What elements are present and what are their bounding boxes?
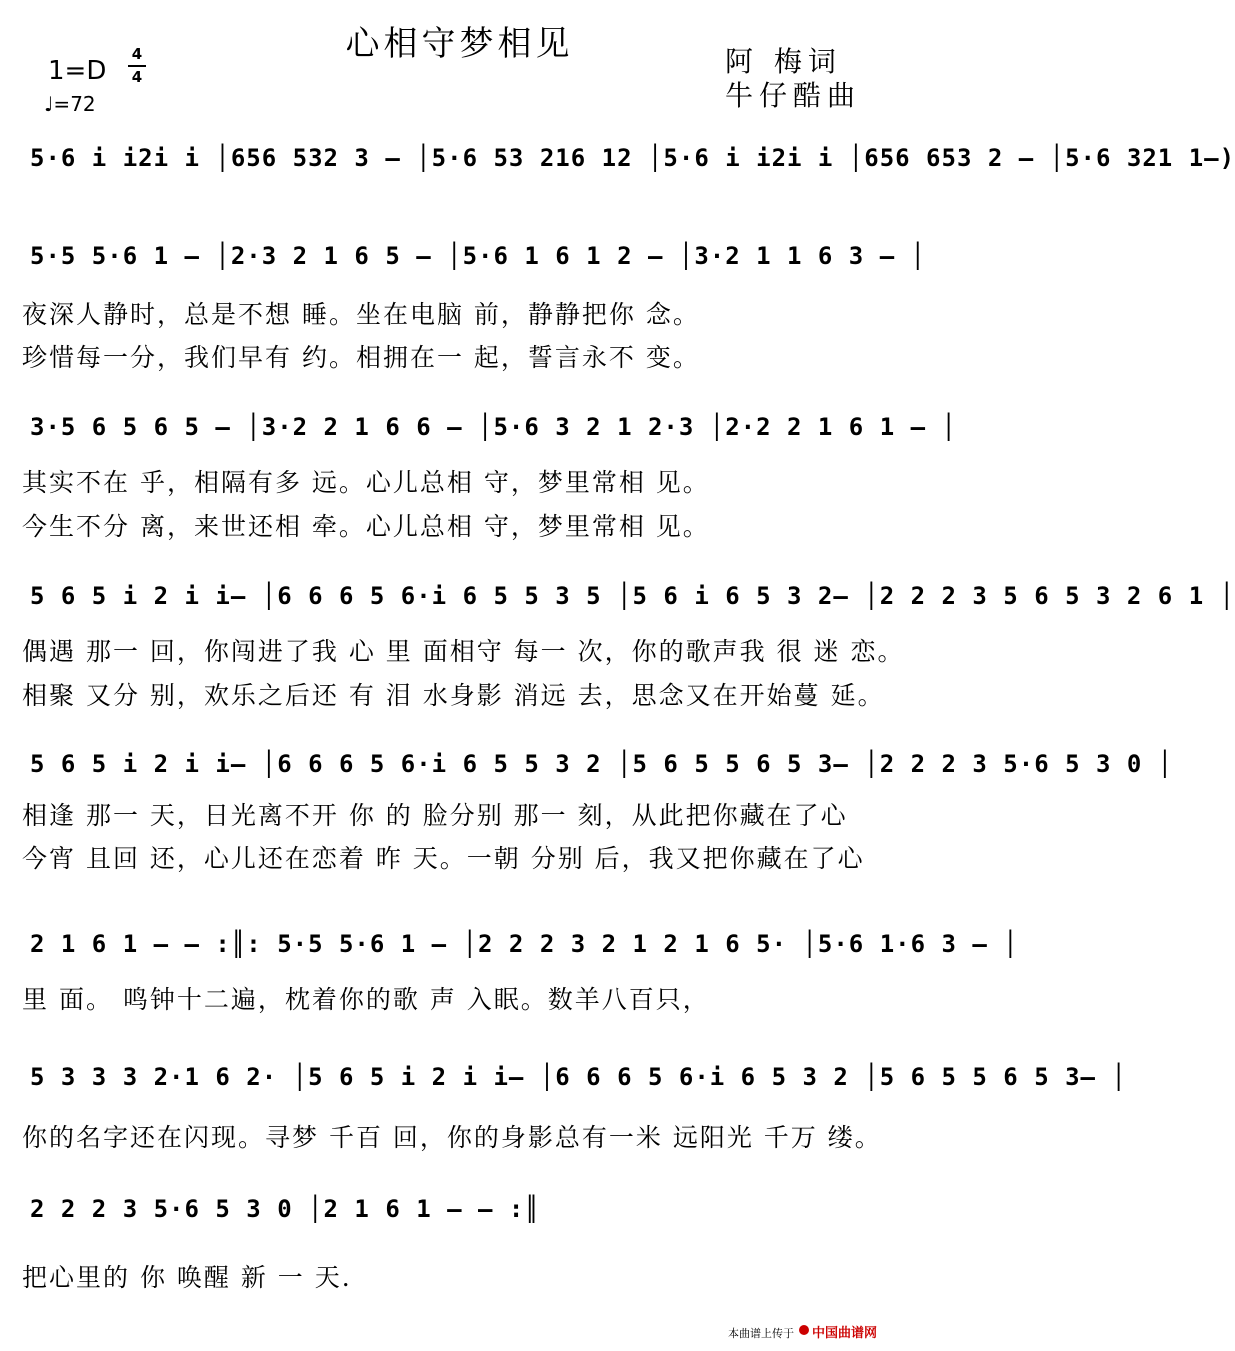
notation-row-4: 5 6 5 i 2 i i– │6 6 6 5 6·i 6 5 5 3 2 │5 6 5 5 6 5 3– │2 2 2 3 5·6 5 3 0 │ bbox=[30, 750, 1174, 778]
song-title: 心相守梦相见 bbox=[345, 24, 574, 64]
notation-row-6: 5 3 3 3 2·1 6 2· │5 6 5 i 2 i i– │6 6 6 5 6·i 6 5 3 2 │5 6 5 5 6 5 3– │ bbox=[30, 1063, 1127, 1091]
lyric-line-2a: 其实不在 乎，相隔有多 远。心儿总相 守，梦里常相 见。 bbox=[22, 468, 710, 497]
time-signature-top: 4 bbox=[131, 45, 143, 63]
site-logo-icon bbox=[799, 1325, 809, 1335]
lyricist-credit: 阿 梅词 bbox=[725, 45, 842, 78]
notation-row-7: 2 2 2 3 5·6 5 3 0 │2 1 6 1 – – :║ bbox=[30, 1195, 540, 1223]
lyric-line-3b: 相聚 又分 别，欢乐之后还 有 泪 水身影 消远 去，思念又在开始蔓 延。 bbox=[22, 681, 885, 710]
footer-upload-note: 本曲谱上传于 bbox=[728, 1327, 794, 1340]
lyric-line-3a: 偶遇 那一 回，你闯进了我 心 里 面相守 每一 次，你的歌声我 很 迷 恋。 bbox=[22, 637, 905, 666]
composer-credit: 牛仔酷曲 bbox=[725, 79, 862, 112]
notation-row-5: 2 1 6 1 – – :║: 5·5 5·6 1 – │2 2 2 3 2 1 2 1 6 5· │5·6 1·6 3 – │ bbox=[30, 930, 1019, 958]
lyric-line-5: 里 面。 鸣钟十二遍，枕着你的歌 声 入眠。数羊八百只， bbox=[22, 985, 710, 1014]
lyric-line-6: 你的名字还在闪现。寻梦 千百 回，你的身影总有一米 远阳光 千万 缕。 bbox=[22, 1123, 882, 1152]
lyric-line-7: 把心里的 你 唤醒 新 一 天. bbox=[22, 1263, 352, 1292]
lyric-line-1a: 夜深人静时，总是不想 睡。坐在电脑 前，静静把你 念。 bbox=[22, 300, 700, 329]
tempo-marking: ♩=72 bbox=[44, 92, 96, 116]
lyric-line-1b: 珍惜每一分，我们早有 约。相拥在一 起，誓言永不 变。 bbox=[22, 343, 700, 372]
lyric-line-4a: 相逢 那一 天，日光离不开 你 的 脸分别 那一 刻，从此把你藏在了心 bbox=[22, 801, 848, 830]
time-signature-bar bbox=[128, 65, 146, 67]
site-logo-text[interactable]: 中国曲谱网 bbox=[812, 1326, 878, 1341]
notation-row-1: 5·5 5·6 1 – │2·3 2 1 6 5 – │5·6 1 6 1 2 – │3·2 1 1 6 3 – │ bbox=[30, 242, 927, 270]
notation-row-3: 5 6 5 i 2 i i– │6 6 6 5 6·i 6 5 5 3 5 │5 6 i 6 5 3 2– │2 2 2 3 5 6 5 3 2 6 1 │ bbox=[30, 582, 1235, 610]
lyric-line-2b: 今生不分 离，来世还相 牵。心儿总相 守，梦里常相 见。 bbox=[22, 512, 710, 541]
notation-row-2: 3·5 6 5 6 5 – │3·2 2 1 6 6 – │5·6 3 2 1 2·3 │2·2 2 1 6 1 – │ bbox=[30, 413, 957, 441]
key-signature: 1=D bbox=[48, 56, 107, 86]
time-signature-bottom: 4 bbox=[131, 68, 143, 86]
lyric-line-4b: 今宵 且回 还，心儿还在恋着 昨 天。一朝 分别 后，我又把你藏在了心 bbox=[22, 844, 865, 873]
notation-row-intro: 5·6 i i2i i │656 532 3 – │5·6 53 216 12 │5·6 i i2i i │656 653 2 – │5·6 321 1–) bbox=[30, 144, 1235, 172]
